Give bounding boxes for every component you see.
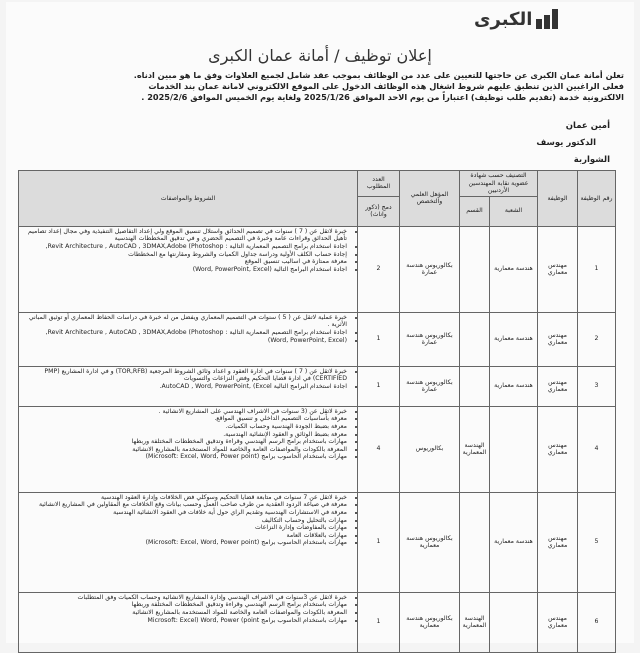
condition-item: • مهارات باستخدام الحاسوب برامج Microsoft: Excel) Word, Power (point [21, 617, 347, 625]
job-title-cell: مهندس معماري [538, 592, 578, 652]
table-row [19, 406, 616, 492]
division-cell: هندسة معمارية [490, 312, 538, 366]
table-row [19, 226, 616, 312]
condition-item: • مهارات بالعلاقات العامة [21, 532, 347, 540]
condition-item: • اجادة استخدام برامج التصميم المعمارية التالية : Revit Architecture , AutoCAD , 3DMAX,Adobe (Photoshop, [21, 329, 347, 337]
count-cell: 1 [357, 366, 399, 406]
condition-item: • اجادة استخدام البرامج التالية (Word, PowerPoint, Excel) [21, 266, 347, 274]
header-job: الوظيفة [538, 171, 578, 227]
conditions-cell [19, 366, 358, 406]
count-cell: 2 [357, 226, 399, 312]
condition-item: • معرفة في صياغة الردود العقدية من طرف صاحب العمل وحسب بيانات وقع الخلافات مع المقاولين في المشاريع الانشائية [21, 501, 347, 509]
intro-paragraph [16, 70, 624, 103]
document-page [6, 2, 634, 643]
job-title-cell: مهندس معماري [538, 312, 578, 366]
job-number-cell: 6 [578, 592, 616, 652]
department-cell: الهندسة المعمارية [459, 406, 489, 492]
header-conditions: الشروط والمواصفات [19, 171, 358, 227]
count-cell: 1 [357, 312, 399, 366]
count-cell: 4 [357, 406, 399, 492]
department-cell [459, 226, 489, 312]
condition-item: • مهارات بالتحليل وحساب التكاليف [21, 517, 347, 525]
division-cell: هندسة معمارية [490, 366, 538, 406]
division-cell: هندسة معمارية [490, 226, 538, 312]
department-cell [459, 312, 489, 366]
page-title: إعلان توظيف / أمانة عمان الكبرى [208, 46, 432, 65]
signature-line: الدكتور يوسف [536, 138, 596, 148]
condition-item: • اجادة استخدام البرامج التالية AutoCAD , Word, PowerPoint, (Excel. [21, 383, 347, 391]
job-title-cell: مهندس معماري [538, 406, 578, 492]
header-qualification: المؤهل العلمي والتخصص [399, 171, 459, 227]
job-title-cell: مهندس معماري [538, 226, 578, 312]
job-number-cell: 4 [578, 406, 616, 492]
condition-item: • مهارات باستخدام الحاسوب برامج (Microsoft: Excel, Word, Power point) [21, 453, 347, 461]
header-department: القسم [459, 196, 489, 226]
qualification-cell: بكالوريوس هندسة عمارة [399, 226, 459, 312]
condition-item: • معرفة ممتازة في اساليب تنسيق الموقع [21, 258, 347, 266]
qualification-cell: بكالوريوس [399, 406, 459, 492]
department-cell [459, 492, 489, 592]
conditions-cell [19, 492, 358, 592]
conditions-cell [19, 406, 358, 492]
job-title-cell: مهندس معماري [538, 492, 578, 592]
qualification-cell: بكالوريوس هندسة معمارية [399, 492, 459, 592]
conditions-cell [19, 226, 358, 312]
job-number-cell: 1 [578, 226, 616, 312]
condition-item: • اجادة استخدام برامج التصميم المعمارية التالية : Revit Architecture , AutoCAD , 3DMAX,Adobe (Photoshop, [21, 243, 347, 251]
condition-item: • (Word, PowerPoint, Excel) [21, 337, 347, 345]
department-cell [459, 366, 489, 406]
condition-item: • خبرة لاتقل عن 7 سنوات في متابعة قضايا التحكيم وسوكلي فض الخلافات وإدارة العقود الهندسية [21, 494, 347, 502]
job-number-cell: 2 [578, 312, 616, 366]
condition-item: • معرفة بضبط الجودة الهندسية وحساب الكميات. [21, 423, 347, 431]
intro-line: فعلى الراغبين الذين تنطبق عليهم شروط اشغال هذه الوظائف الدخول على الموقع الالكتروني لامانة عمان بند الخدمات [148, 81, 624, 91]
signature-line: أمين عمان [565, 121, 610, 131]
header-count: العدد المطلوب [357, 171, 399, 197]
signature-line: الشواربة [573, 155, 610, 165]
condition-item: • مهارات باستخدام الحاسوب برامج (Microsoft: Excel, Word, Power point) [21, 539, 347, 547]
header-num: رقم الوظيفة [578, 171, 616, 227]
condition-item: • المعرفة بالكودات والمواصفات العامة والخاصة للمواد المستخدمة بالمشاريع الانشائية [21, 609, 347, 617]
qualification-cell: بكالوريوس هندسة معمارية [399, 592, 459, 652]
jobs-table [18, 170, 616, 653]
condition-item: • خبرة لاتقل عن ( 7 ) سنوات في تصميم الحدائق واستلال تنسيق الموقع ولي إعداد التفاصيل التنفيذية وفي مجال إعداد تصاميم تأهيل الحدائق وقراءات عامة وخبرة في التصميم الحضري و في تدقيق المخططات الهندسية [21, 228, 347, 243]
condition-item: • معرفة في الاستشارات الهندسية وتقديم الراي حول أية خلافات في العقود الانشائية الهندسية [21, 509, 347, 517]
table-row [19, 312, 616, 366]
division-cell [490, 592, 538, 652]
department-cell: الهندسة المعمارية [459, 592, 489, 652]
division-cell [490, 406, 538, 492]
condition-item: • المعرفة بالكودات والمواصفات العامة والخاصة للمواد المستخدمة بالمشاريع الانشائية [21, 446, 347, 454]
header-division: الشعبة [490, 196, 538, 226]
header-classification: التصنيف حسب شهادة عضوية نقابة المهندسين الأردنيين [459, 171, 537, 197]
qualification-cell: بكالوريوس هندسة عمارة [399, 366, 459, 406]
condition-item: • إجادة حساب الكلف الأولية ودراسة جداول الكميات والشروط ومقارنتها مع المخططات [21, 251, 347, 259]
job-title-cell: مهندس معماري [538, 366, 578, 406]
conditions-cell [19, 312, 358, 366]
job-number-cell: 5 [578, 492, 616, 592]
job-number-cell: 3 [578, 366, 616, 406]
signature-block [536, 118, 610, 169]
intro-line: الالكترونية خدمة (تقديم طلب توظيف) اعتباراً من يوم الاحد الموافق 2025/1/26 ولغاية يوم الخميس الموافق 2025/2/6 . [141, 92, 624, 102]
condition-item: • مهارات باستخدام برامج الرسم الهندسي وقراءة وتدقيق المخططات المختلفة وربطها [21, 438, 347, 446]
condition-item: • معرفة بأساسيات التصميم الداخلي و تنسيق المواقع. [21, 415, 347, 423]
condition-item: • معرفة بضبط الوثائق و العقود الإنشائية الهندسية. [21, 431, 347, 439]
table-row [19, 492, 616, 592]
logo [474, 6, 604, 32]
condition-item: • خبرة لاتقل عن 3سنوات في الاشراف الهندسي وإدارة المشاريع الانشائية وحساب الكميات وفق المتطلبات [21, 594, 347, 602]
count-cell: 1 [357, 592, 399, 652]
logo-mark-icon [536, 9, 558, 29]
table-row [19, 592, 616, 652]
condition-item: • خبرة لاتقل عن ( 7 ) سنوات في ادارة العقود و اعداد وثائق الشروط المرجعية (TOR,RFB) و في ادارة المشاريع (PMP CERTIFIED) في ادارة قضايا التحكيم وفض النزاعات والتسويات [21, 368, 347, 383]
header-count-sub: دمج (ذكور واناث) [357, 196, 399, 226]
division-cell: هندسة معمارية [490, 492, 538, 592]
condition-item: • مهارات باستخدام برامج الرسم الهندسي وقراءة وتدقيق المخططات المختلفة وربطها [21, 601, 347, 609]
condition-item: • خبرة عملية لاتقل عن ( 5 ) سنوات في التصميم المعماري ويفضل من له خبرة في دراسات الحفاظ المعماري أو توثيق المباني الأثرية . [21, 314, 347, 329]
jobs-table-body [19, 226, 616, 652]
qualification-cell: بكالوريوس هندسة عمارة [399, 312, 459, 366]
condition-item: • خبرة لاتقل عن (3 سنوات في الاشراف الهندسي على المشاريع الانشائية . [21, 408, 347, 416]
conditions-cell [19, 592, 358, 652]
count-cell: 1 [357, 492, 399, 592]
logo-text: الكبرى [474, 8, 533, 30]
intro-line: تعلن أمانة عمان الكبرى عن حاجتها للتعيين على عدد من الوظائف بموجب عقد شامل لجميع العلاوات وفق ما هو مبين ادناه. [133, 70, 624, 80]
table-row [19, 366, 616, 406]
condition-item: • مهارات بالمفاوضات وإدارة النزاعات [21, 524, 347, 532]
